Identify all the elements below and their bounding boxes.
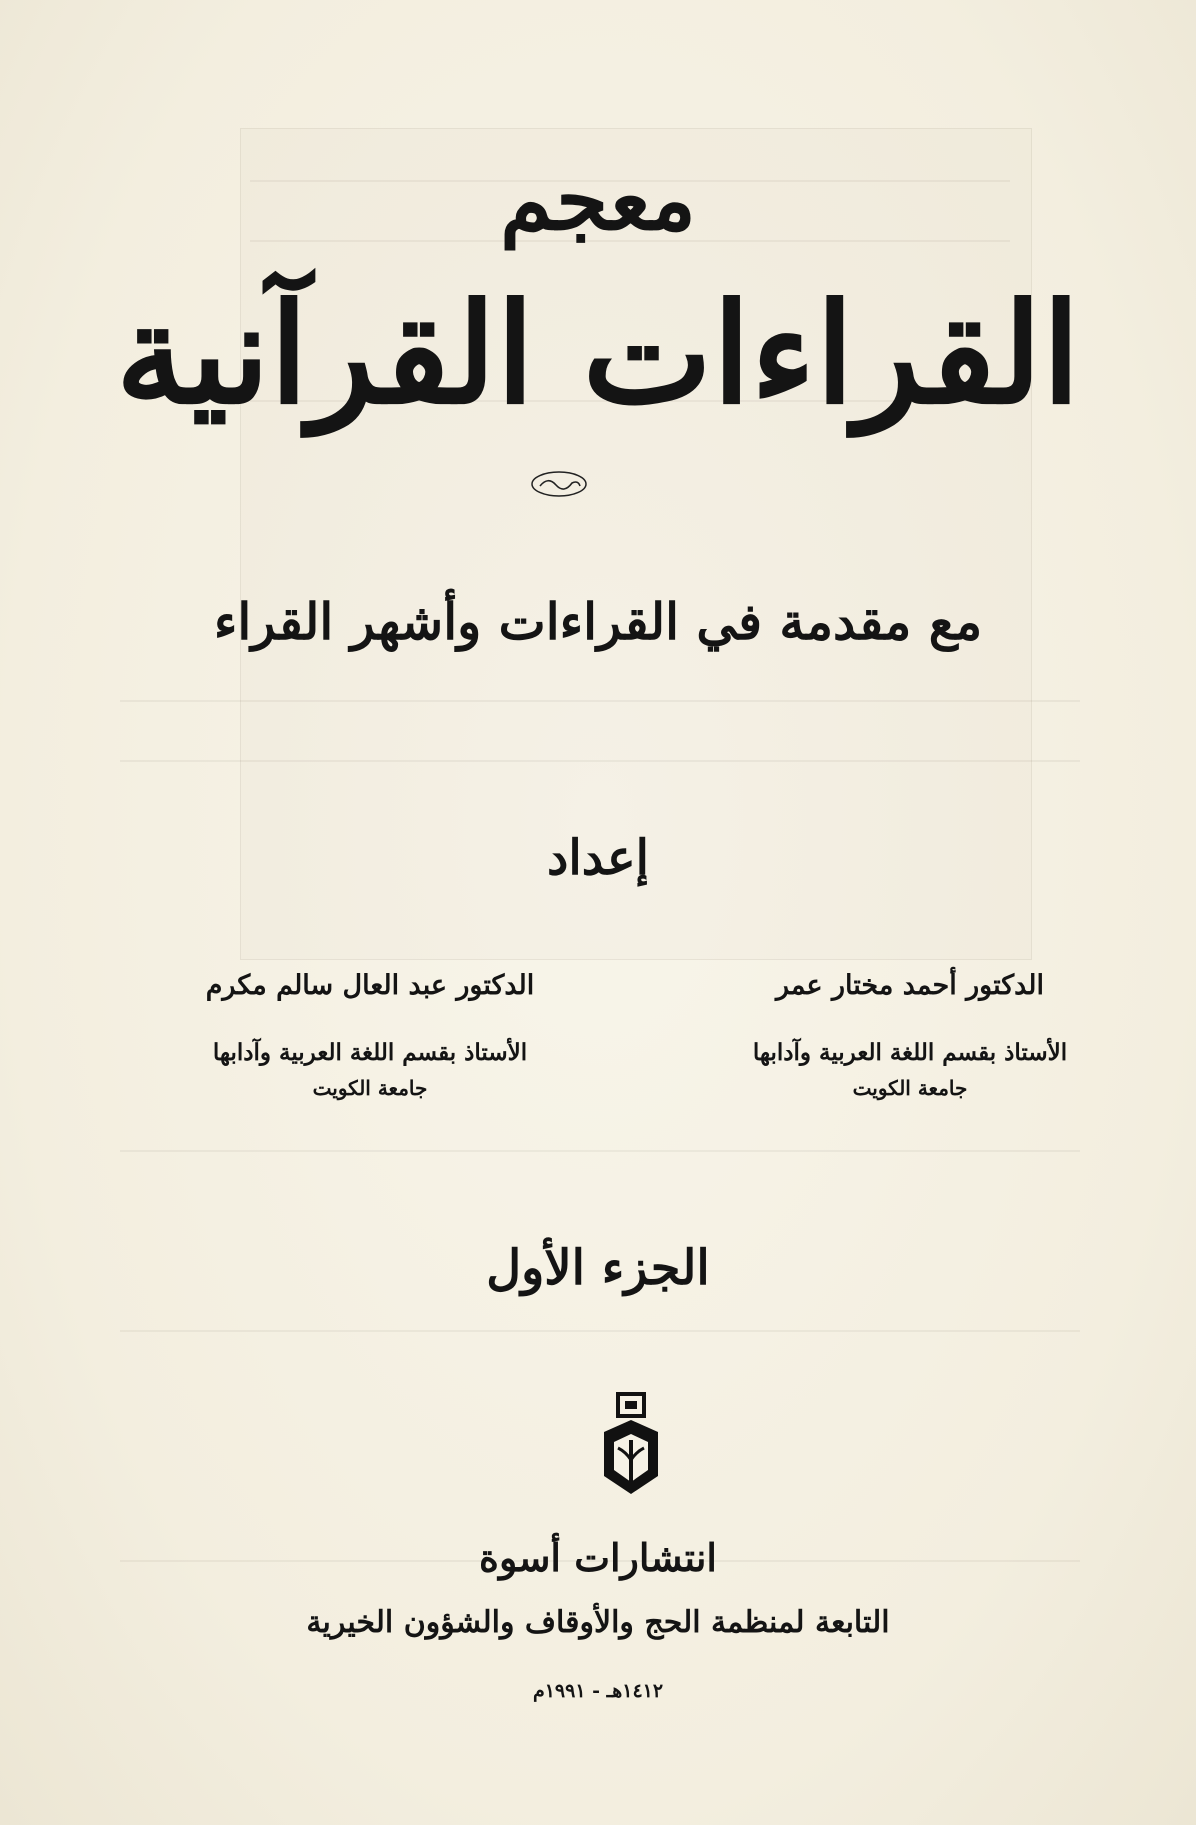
title-top: معجم xyxy=(500,150,696,249)
publisher-affiliation: التابعة لمنظمة الحج والأوقاف والشؤون الخيرية xyxy=(306,1605,890,1640)
author-2 xyxy=(200,970,540,1100)
author-name: الدكتور أحمد مختار عمر xyxy=(776,970,1044,1001)
publisher-logo-icon xyxy=(596,1390,666,1500)
volume-label: الجزء الأول xyxy=(486,1240,710,1296)
author-name: الدكتور عبد العال سالم مكرم xyxy=(205,970,535,1001)
bleed-line xyxy=(120,760,1080,762)
author-department: الأستاذ بقسم اللغة العربية وآدابها xyxy=(212,1039,528,1066)
publisher-name: انتشارات أسوة xyxy=(479,1535,717,1580)
subtitle: مع مقدمة في القراءات وأشهر القراء xyxy=(213,592,983,651)
bleed-line xyxy=(120,1330,1080,1332)
publication-date: ١٤١٢هـ - ١٩٩١م xyxy=(532,1680,664,1702)
author-1 xyxy=(740,970,1080,1100)
book-title: القراءات القرآنية xyxy=(115,272,1081,435)
author-university: جامعة الكويت xyxy=(312,1076,428,1100)
author-department: الأستاذ بقسم اللغة العربية وآدابها xyxy=(752,1039,1068,1066)
prepared-by-label: إعداد xyxy=(547,830,649,886)
bleed-line xyxy=(120,1150,1080,1152)
author-university: جامعة الكويت xyxy=(852,1076,968,1100)
calligraphic-seal-icon xyxy=(530,470,588,498)
bleed-line xyxy=(120,700,1080,702)
